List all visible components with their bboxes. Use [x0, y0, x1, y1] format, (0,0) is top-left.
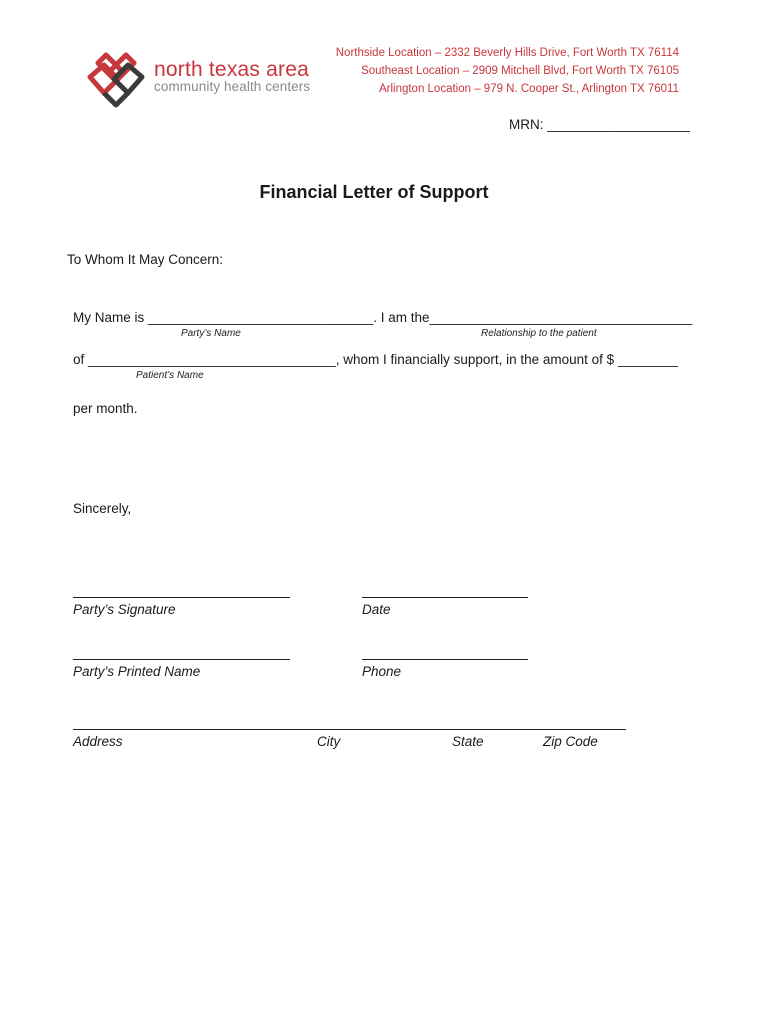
logo-subtitle: community health centers	[154, 79, 311, 94]
closing: Sincerely,	[73, 501, 132, 516]
patient-name-caption: Patient’s Name	[136, 370, 204, 381]
city-caption: City	[317, 734, 341, 749]
zip-caption: Zip Code	[543, 734, 598, 749]
logo-name: north texas area	[154, 58, 309, 81]
location-northside: Northside Location – 2332 Beverly Hills Drive, Fort Worth TX 76114	[335, 47, 679, 59]
address-line[interactable]	[73, 729, 626, 730]
phone-line[interactable]	[362, 659, 528, 660]
party-name-caption: Party’s Name	[181, 328, 241, 339]
date-line[interactable]	[362, 597, 528, 598]
patient-amount-line[interactable]: of _________________________________, whom I financially support, in the amount of $ ________	[73, 352, 678, 367]
per-month-text: per month.	[73, 401, 138, 416]
signature-line[interactable]	[73, 597, 290, 598]
address-caption: Address	[73, 734, 123, 749]
location-arlington: Arlington Location – 979 N. Cooper St., Arlington TX 76011	[378, 83, 679, 95]
signature-caption: Party’s Signature	[73, 602, 176, 617]
phone-caption: Phone	[362, 664, 402, 679]
page-title: Financial Letter of Support	[259, 182, 489, 202]
location-southeast: Southeast Location – 2909 Mitchell Blvd, Fort Worth TX 76105	[361, 65, 679, 77]
printed-name-caption: Party’s Printed Name	[73, 664, 201, 679]
mrn-field[interactable]: MRN: ___________________	[509, 117, 690, 132]
date-caption: Date	[362, 602, 391, 617]
relationship-caption: Relationship to the patient	[481, 328, 597, 339]
salutation: To Whom It May Concern:	[67, 252, 224, 267]
state-caption: State	[452, 734, 484, 749]
heart-logo-icon	[84, 47, 148, 111]
name-relationship-line[interactable]: My Name is ______________________________. I am the___________________________________	[73, 310, 693, 325]
printed-name-line[interactable]	[73, 659, 290, 660]
